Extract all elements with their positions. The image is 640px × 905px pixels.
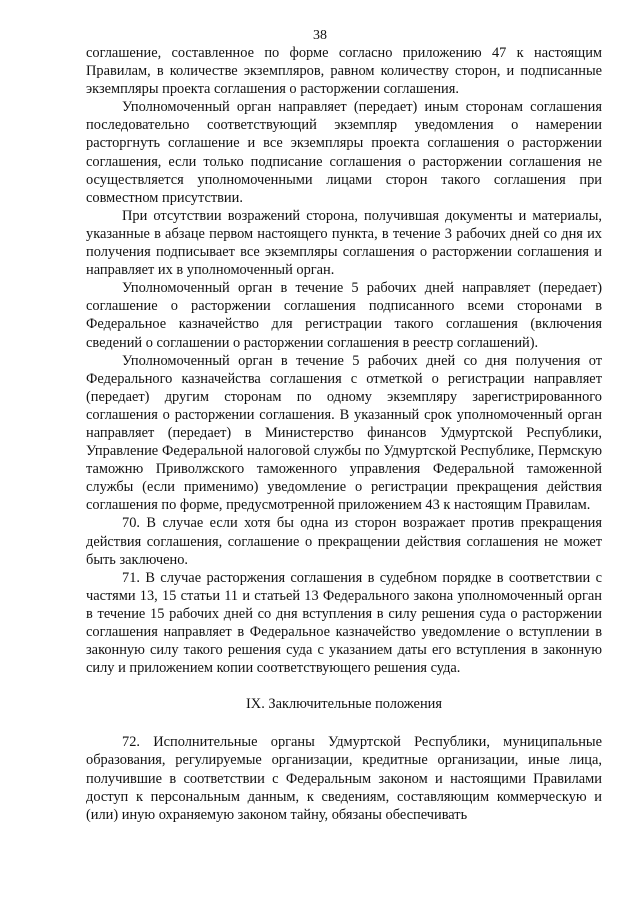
paragraph-item-72: 72. Исполнительные органы Удмуртской Республики, муниципальные образования, регулируемые организации, кредитные организации, иные лица, получившие в соответствии с Федеральным законом и настоящими Правилами доступ к персональным данным, к сведениям, составляющим коммерческую и (или) иную охраняемую законом тайну, обязаны обеспечивать xyxy=(86,734,602,823)
paragraph: Уполномоченный орган направляет (передает) иным сторонам соглашения последовательно соответствующий экземпляр уведомления о намерении расторгнуть соглашение и все экземпляры проекта соглашения о расторжении соглашения, если только подписание соглашения о расторжении соглашения не осуществляется уполномоченными лицами сторон такого соглашения при совместном присутствии. xyxy=(86,99,602,206)
paragraph-item-71: 71. В случае расторжения соглашения в судебном порядке в соответствии с частями 13, 15 статьи 11 и статьей 13 Федерального закона уполномоченный орган в течение 15 рабочих дней со дня вступления в силу решения суда о расторжении соглашения направляет в Федеральное казначейство уведомление о вступлении в законную силу такого решения суда с указанием даты его вступления в законную силу и приложением копии соответствующего решения суда. xyxy=(86,569,602,677)
paragraph-item-70: 70. В случае если хотя бы одна из сторон возражает против прекращения действия соглашения, соглашение о прекращении действия соглашения не может быть заключено. xyxy=(86,515,602,568)
page-number: 38 xyxy=(313,28,327,43)
paragraph: Уполномоченный орган в течение 5 рабочих дней со дня получения от Федерального казначейства соглашения с отметкой о регистрации направляет (передает) другим сторонам по одному экземпляру зарегистрированного соглашения о расторжении соглашения. В указанный срок уполномоченный орган направляет (передает) в Министерство финансов Удмуртской Республики, Управление Федеральной налоговой службы по Удмуртской Республике, Пермскую таможню Приволжского таможенного управления Федеральной таможенной службы (если применимо) уведомление о регистрации прекращения действия соглашения по форме, предусмотренной приложением 43 к настоящим Правилам. xyxy=(86,352,602,514)
paragraph-continuation: соглашение, составленное по форме согласно приложению 47 к настоящим Правилам, в количестве экземпляров, равном количеству сторон, и подписанные экземпляры проекта соглашения о расторжении соглашения. xyxy=(86,45,602,98)
paragraph: Уполномоченный орган в течение 5 рабочих дней направляет (передает) соглашение о расторжении соглашения подписанного всеми сторонами в Федеральное казначейство для регистрации такого соглашения (включения сведений о соглашении о расторжении соглашения в реестр соглашений). xyxy=(86,280,602,351)
section-heading: IX. Заключительные положения xyxy=(246,696,442,713)
document-body xyxy=(86,44,602,824)
paragraph: При отсутствии возражений сторона, получившая документы и материалы, указанные в абзаце первом настоящего пункта, в течение 3 рабочих дней со дня их получения подписывает все экземпляры соглашения о расторжении соглашения и направляет их в уполномоченный орган. xyxy=(86,207,602,279)
